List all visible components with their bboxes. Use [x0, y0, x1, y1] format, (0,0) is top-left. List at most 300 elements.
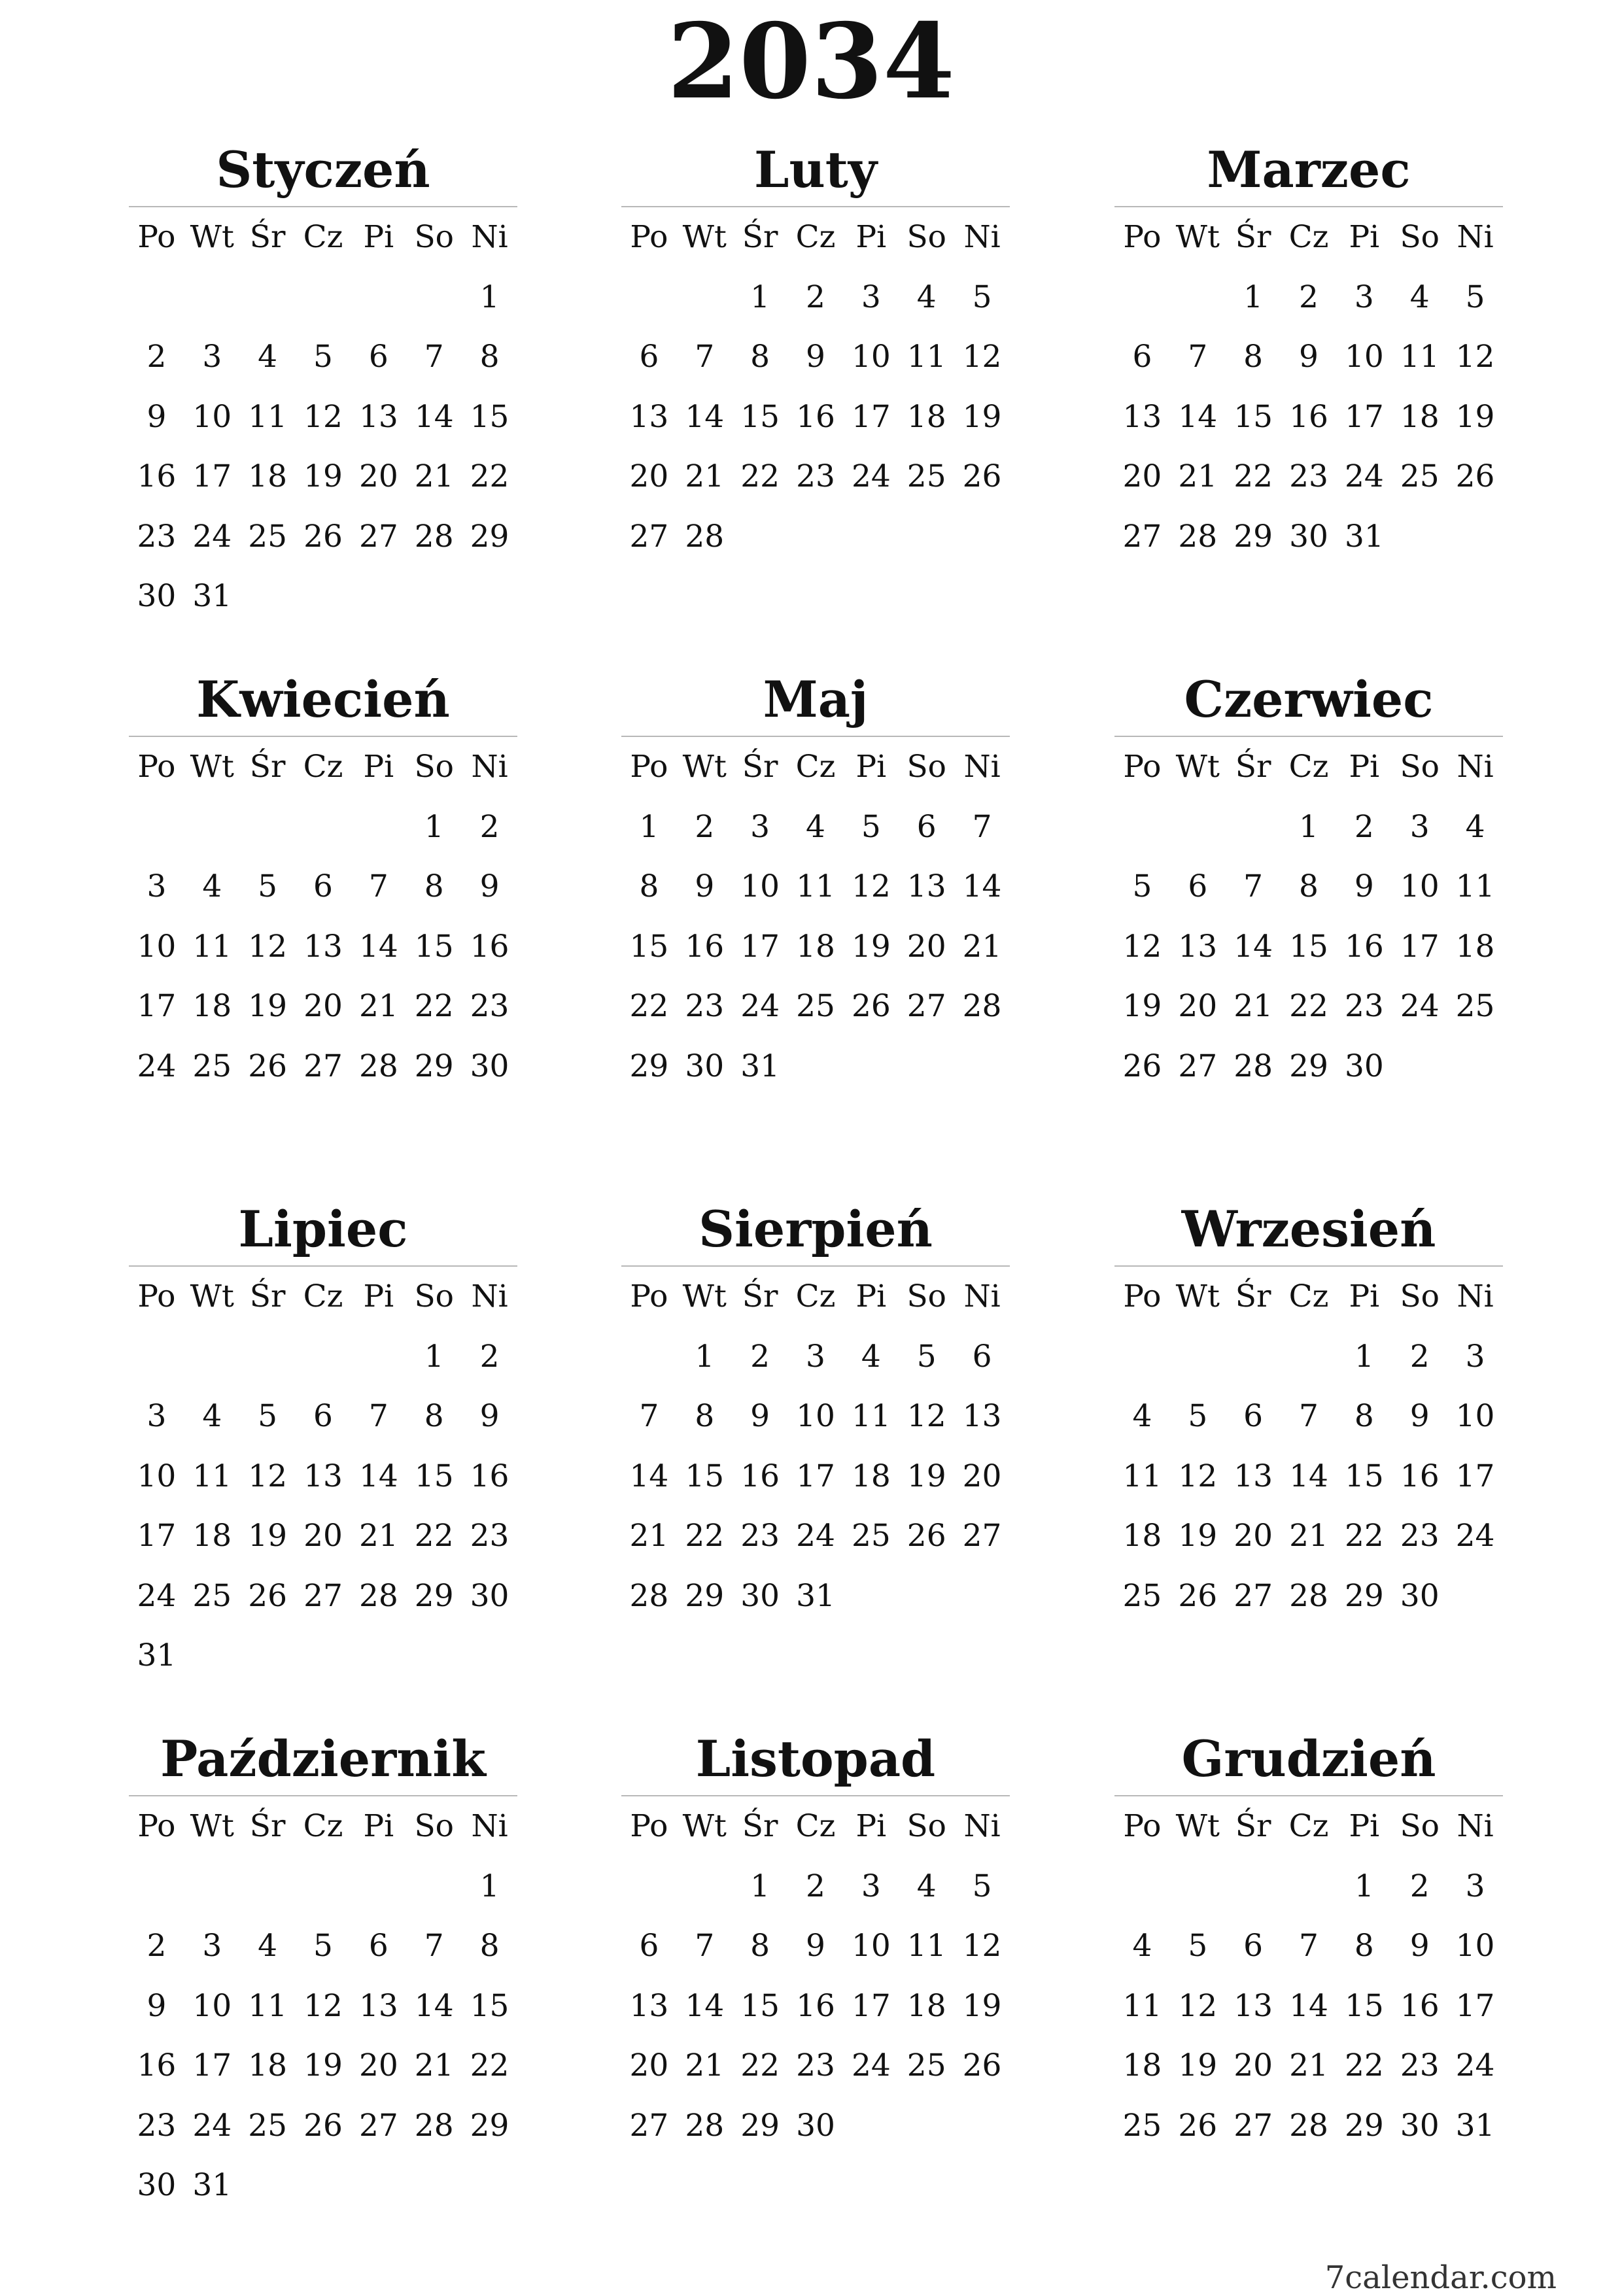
day-cell: 12 [248, 928, 288, 965]
day-cell: 12 [1178, 1987, 1218, 2024]
day-cell: 18 [1122, 1518, 1162, 1554]
month-name: Listopad [695, 1730, 936, 1788]
day-cell: 17 [137, 988, 177, 1024]
day-cell: 22 [1234, 458, 1273, 494]
day-cell: 25 [192, 1577, 232, 1614]
day-cell [129, 797, 184, 857]
day-cell: 16 [796, 398, 835, 435]
day-cell [1170, 1857, 1226, 1917]
month-name: Wrzesień [1181, 1200, 1436, 1258]
day-cell [733, 507, 788, 567]
day-cell [788, 507, 844, 567]
day-cell: 14 [414, 398, 454, 435]
day-cell: 8 [479, 1928, 500, 1964]
day-cell: 23 [1344, 988, 1384, 1024]
week-row [1114, 447, 1503, 507]
day-cell [351, 797, 406, 857]
day-cell: 13 [358, 1987, 398, 2024]
day-cell: 19 [1178, 2048, 1218, 2083]
weekday-label: Po [1123, 749, 1162, 785]
weekday-label: Po [630, 1278, 668, 1314]
week-row [621, 1566, 1010, 1626]
day-cell: 24 [796, 1518, 835, 1554]
week-row [129, 2155, 517, 2216]
day-cell: 26 [1455, 458, 1495, 494]
weekday-label: Ni [963, 749, 1001, 785]
day-cell [406, 566, 462, 626]
day-cell: 22 [470, 2048, 509, 2083]
day-cell: 9 [147, 1987, 167, 2024]
day-cell: 20 [358, 2048, 398, 2083]
day-cell: 21 [685, 2048, 725, 2083]
day-cell [240, 566, 296, 626]
day-cell: 9 [1409, 1928, 1430, 1964]
day-cell: 9 [806, 339, 825, 375]
day-cell: 6 [368, 339, 388, 375]
weekday-label: Po [630, 219, 668, 255]
day-cell: 15 [685, 1458, 725, 1494]
week-row [129, 1386, 517, 1447]
day-cell: 6 [368, 1928, 388, 1964]
day-cell [1170, 797, 1226, 857]
day-cell: 31 [1344, 518, 1384, 555]
day-cell: 2 [147, 1928, 167, 1964]
week-row [1114, 2036, 1503, 2096]
day-cell: 7 [368, 868, 388, 904]
day-cell [351, 1857, 406, 1917]
day-cell: 16 [1400, 1987, 1440, 2024]
day-cell: 26 [1178, 1577, 1218, 1614]
day-cell: 5 [1188, 1928, 1208, 1964]
day-cell: 30 [1400, 2107, 1440, 2144]
weekday-label: Wt [1175, 1278, 1220, 1314]
weekday-label: Wt [1175, 219, 1220, 255]
day-cell: 21 [414, 2048, 454, 2083]
day-cell: 11 [906, 339, 946, 375]
day-cell: 19 [851, 928, 891, 965]
day-cell: 28 [962, 988, 1002, 1024]
day-cell: 2 [147, 339, 167, 375]
day-cell: 10 [796, 1398, 835, 1434]
week-row [621, 507, 1010, 567]
day-cell [184, 267, 240, 328]
day-cell: 31 [1455, 2107, 1495, 2144]
day-cell: 14 [1178, 398, 1218, 435]
day-cell: 19 [1122, 988, 1162, 1024]
day-cell: 28 [685, 2107, 725, 2144]
day-cell: 29 [1344, 2107, 1384, 2144]
week-row [621, 2036, 1010, 2096]
day-cell: 21 [1289, 2048, 1328, 2083]
day-cell: 15 [740, 1987, 780, 2024]
day-cell [351, 1626, 406, 1686]
day-cell: 23 [1289, 458, 1328, 494]
week-row [1114, 797, 1503, 857]
month-name: Marzec [1207, 141, 1411, 199]
day-cell: 11 [192, 1458, 232, 1494]
day-cell [1281, 1327, 1337, 1387]
day-cell: 17 [851, 1987, 891, 2024]
day-cell: 14 [685, 398, 725, 435]
day-cell: 2 [1299, 279, 1319, 315]
day-cell: 25 [192, 1048, 232, 1084]
day-cell [1447, 1566, 1503, 1626]
weekday-label: Po [137, 749, 176, 785]
day-cell: 18 [1455, 928, 1495, 965]
weekday-label: Po [137, 1278, 176, 1314]
day-cell: 22 [470, 458, 509, 494]
weekday-label: Wt [190, 1808, 234, 1844]
day-cell: 2 [806, 1868, 825, 1904]
day-cell: 9 [147, 398, 167, 435]
day-cell: 30 [1344, 1048, 1384, 1084]
weekday-header [1114, 1796, 1503, 1857]
day-cell: 22 [740, 458, 780, 494]
week-row [129, 1506, 517, 1566]
week-row [129, 976, 517, 1037]
day-cell: 17 [1400, 928, 1440, 965]
day-cell [1114, 797, 1170, 857]
day-cell: 24 [1455, 2048, 1495, 2083]
weekday-label: Pi [1349, 219, 1380, 255]
day-cell: 15 [470, 398, 509, 435]
day-cell: 28 [1178, 518, 1218, 555]
day-cell: 24 [137, 1577, 177, 1614]
day-cell: 20 [1122, 458, 1162, 494]
day-cell: 29 [740, 2107, 780, 2144]
day-cell: 16 [137, 2048, 177, 2083]
day-cell: 7 [695, 1928, 715, 1964]
day-cell: 25 [1122, 2107, 1162, 2144]
day-cell: 3 [750, 808, 770, 845]
day-cell [1281, 1857, 1337, 1917]
day-cell: 12 [1455, 339, 1495, 375]
day-cell: 14 [414, 1987, 454, 2024]
day-cell: 27 [1234, 2107, 1273, 2144]
day-cell: 12 [962, 1928, 1002, 1964]
day-cell [954, 2096, 1010, 2156]
day-cell: 13 [303, 928, 343, 965]
month-name: Luty [754, 141, 877, 199]
day-cell: 23 [137, 518, 177, 555]
day-cell: 9 [695, 868, 715, 904]
day-cell: 12 [303, 1987, 343, 2024]
day-cell: 8 [1354, 1398, 1374, 1434]
day-cell: 25 [1455, 988, 1495, 1024]
month-block [1114, 664, 1503, 1096]
day-cell: 14 [685, 1987, 725, 2024]
day-cell: 6 [639, 339, 659, 375]
day-cell [406, 1857, 462, 1917]
day-cell: 8 [424, 868, 444, 904]
day-cell [462, 2155, 517, 2216]
day-cell: 18 [248, 458, 288, 494]
day-cell: 20 [303, 988, 343, 1024]
day-cell: 21 [1289, 1518, 1328, 1554]
weekday-label: Wt [190, 1278, 234, 1314]
day-cell: 18 [851, 1458, 891, 1494]
week-row [1114, 1037, 1503, 1097]
day-cell [129, 1327, 184, 1387]
day-cell: 14 [358, 1458, 398, 1494]
day-cell [296, 1327, 351, 1387]
day-cell: 8 [1243, 339, 1264, 375]
day-cell [351, 267, 406, 328]
day-cell [351, 1327, 406, 1387]
day-cell: 6 [916, 808, 937, 845]
week-row [129, 1447, 517, 1507]
weekday-label: Śr [249, 1278, 286, 1314]
day-cell: 4 [806, 808, 825, 845]
day-cell: 7 [424, 339, 444, 375]
day-cell: 9 [1409, 1398, 1430, 1434]
week-row [621, 1386, 1010, 1447]
day-cell: 20 [358, 458, 398, 494]
day-cell: 18 [248, 2048, 288, 2083]
day-cell: 21 [414, 458, 454, 494]
day-cell: 20 [629, 458, 669, 494]
weekday-label: Śr [249, 1808, 286, 1844]
week-row [1114, 1327, 1503, 1387]
day-cell: 6 [313, 868, 333, 904]
day-cell: 14 [358, 928, 398, 965]
footer-credit: 7calendar.com [1324, 2259, 1557, 2296]
week-row [129, 1037, 517, 1097]
weekday-label: Ni [1457, 219, 1494, 255]
day-cell: 8 [639, 868, 659, 904]
week-row [129, 2096, 517, 2156]
day-cell: 10 [137, 1458, 177, 1494]
week-row [1114, 1976, 1503, 2036]
day-cell: 15 [470, 1987, 509, 2024]
day-cell [899, 507, 954, 567]
day-cell [954, 507, 1010, 567]
day-cell: 1 [479, 279, 500, 315]
week-row [129, 1976, 517, 2036]
week-row [1114, 1857, 1503, 1917]
weekday-label: Śr [249, 219, 286, 255]
day-cell: 11 [1122, 1987, 1162, 2024]
weekday-header [129, 207, 517, 267]
day-cell: 5 [1188, 1398, 1208, 1434]
day-cell: 21 [358, 988, 398, 1024]
day-cell [296, 2155, 351, 2216]
day-cell [899, 2096, 954, 2156]
day-cell: 5 [916, 1338, 937, 1375]
day-cell: 15 [414, 1458, 454, 1494]
day-cell: 1 [695, 1338, 715, 1375]
day-cell: 5 [972, 279, 992, 315]
day-cell: 26 [962, 2048, 1002, 2083]
weekday-label: Śr [742, 1808, 778, 1844]
week-row [129, 387, 517, 447]
weekday-label: Wt [682, 219, 727, 255]
day-cell: 30 [1400, 1577, 1440, 1614]
week-row [621, 327, 1010, 387]
day-cell [296, 1857, 351, 1917]
weekday-label: So [414, 1278, 454, 1314]
weekday-label: Cz [795, 219, 836, 255]
day-cell [1447, 1037, 1503, 1097]
day-cell: 25 [1122, 1577, 1162, 1614]
day-cell: 25 [906, 458, 946, 494]
day-cell: 4 [202, 1398, 222, 1434]
day-cell: 13 [629, 398, 669, 435]
day-cell: 26 [248, 1577, 288, 1614]
day-cell: 11 [248, 398, 288, 435]
day-cell: 22 [414, 1518, 454, 1554]
weekday-label: Pi [1349, 1808, 1380, 1844]
weekday-header [621, 1267, 1010, 1327]
weekday-label: Śr [742, 219, 778, 255]
day-cell: 22 [1344, 1518, 1384, 1554]
weekday-label: Cz [795, 1808, 836, 1844]
day-cell: 2 [1409, 1338, 1430, 1375]
day-cell: 1 [639, 808, 659, 845]
day-cell: 9 [1299, 339, 1319, 375]
day-cell [129, 1857, 184, 1917]
day-cell: 1 [750, 1868, 770, 1904]
day-cell: 4 [258, 339, 278, 375]
day-cell: 4 [916, 279, 937, 315]
day-cell: 22 [1344, 2048, 1384, 2083]
day-cell: 29 [470, 518, 509, 555]
day-cell [1226, 1857, 1281, 1917]
day-cell [129, 267, 184, 328]
month-block [621, 664, 1010, 1096]
day-cell: 3 [147, 1398, 167, 1434]
day-cell: 17 [740, 928, 780, 965]
week-row [1114, 1506, 1503, 1566]
month-name: Grudzień [1181, 1730, 1436, 1788]
day-cell: 14 [962, 868, 1002, 904]
weekday-label: So [414, 749, 454, 785]
day-cell: 4 [1465, 808, 1485, 845]
week-row [621, 267, 1010, 328]
day-cell: 13 [1122, 398, 1162, 435]
day-cell: 26 [962, 458, 1002, 494]
day-cell: 12 [962, 339, 1002, 375]
day-cell: 23 [796, 2048, 835, 2083]
month-name: Maj [763, 670, 869, 728]
day-cell: 18 [1400, 398, 1440, 435]
day-cell: 20 [629, 2048, 669, 2083]
day-cell: 15 [1344, 1458, 1384, 1494]
weekday-label: So [1400, 749, 1440, 785]
day-cell: 2 [750, 1338, 770, 1375]
day-cell: 25 [1400, 458, 1440, 494]
day-cell: 10 [1455, 1398, 1495, 1434]
day-cell: 10 [1344, 339, 1384, 375]
day-cell: 26 [906, 1518, 946, 1554]
weekday-label: Pi [855, 1278, 887, 1314]
day-cell [240, 267, 296, 328]
day-cell: 13 [303, 1458, 343, 1494]
day-cell: 13 [1234, 1458, 1273, 1494]
month-name: Lipiec [238, 1200, 408, 1258]
week-row [621, 1976, 1010, 2036]
weekday-label: Śr [742, 749, 778, 785]
weekday-header [129, 737, 517, 797]
week-row [1114, 267, 1503, 328]
day-cell: 25 [851, 1518, 891, 1554]
day-cell: 18 [796, 928, 835, 965]
day-cell: 11 [248, 1987, 288, 2024]
week-row [621, 917, 1010, 977]
weekday-header [621, 207, 1010, 267]
day-cell: 30 [137, 578, 177, 614]
day-cell: 24 [851, 458, 891, 494]
day-cell [240, 1626, 296, 1686]
day-cell: 16 [740, 1458, 780, 1494]
weekday-label: Wt [682, 1808, 727, 1844]
week-row [621, 447, 1010, 507]
day-cell: 20 [303, 1518, 343, 1554]
day-cell: 5 [1132, 868, 1152, 904]
day-cell: 8 [750, 339, 770, 375]
weekday-label: Cz [1288, 1278, 1329, 1314]
day-cell: 1 [1299, 808, 1319, 845]
day-cell: 19 [962, 398, 1002, 435]
day-cell: 1 [424, 808, 444, 845]
day-cell: 9 [479, 1398, 500, 1434]
day-cell: 24 [1400, 988, 1440, 1024]
day-cell: 3 [1465, 1868, 1485, 1904]
day-cell: 11 [851, 1398, 891, 1434]
day-cell: 17 [851, 398, 891, 435]
day-cell: 4 [1132, 1398, 1152, 1434]
month-block [1114, 1723, 1503, 2155]
day-cell [1170, 1327, 1226, 1387]
day-cell: 22 [414, 988, 454, 1024]
day-cell: 23 [1400, 2048, 1440, 2083]
weekday-label: Cz [795, 749, 836, 785]
weekday-label: Cz [795, 1278, 836, 1314]
day-cell: 31 [137, 1637, 177, 1673]
day-cell: 5 [313, 1928, 333, 1964]
day-cell: 12 [906, 1398, 946, 1434]
day-cell: 5 [861, 808, 881, 845]
weekday-header [1114, 737, 1503, 797]
day-cell: 25 [906, 2048, 946, 2083]
day-cell [240, 1857, 296, 1917]
weekday-header [129, 1796, 517, 1857]
day-cell: 24 [192, 518, 232, 555]
day-cell [1226, 797, 1281, 857]
day-cell: 19 [1455, 398, 1495, 435]
day-cell [351, 566, 406, 626]
month-name: Październik [160, 1730, 486, 1788]
day-cell: 12 [1178, 1458, 1218, 1494]
day-cell: 21 [1178, 458, 1218, 494]
weekday-label: Po [630, 749, 668, 785]
week-row [1114, 387, 1503, 447]
day-cell: 29 [414, 1048, 454, 1084]
day-cell [954, 1566, 1010, 1626]
day-cell [1447, 507, 1503, 567]
week-row [621, 1447, 1010, 1507]
day-cell [240, 797, 296, 857]
week-row [129, 566, 517, 626]
day-cell: 5 [972, 1868, 992, 1904]
day-cell [843, 2096, 899, 2156]
day-cell: 18 [906, 1987, 946, 2024]
day-cell: 11 [796, 868, 835, 904]
day-cell: 28 [1289, 2107, 1328, 2144]
week-row [129, 1916, 517, 1976]
day-cell: 22 [629, 988, 669, 1024]
weekday-label: Pi [363, 749, 394, 785]
